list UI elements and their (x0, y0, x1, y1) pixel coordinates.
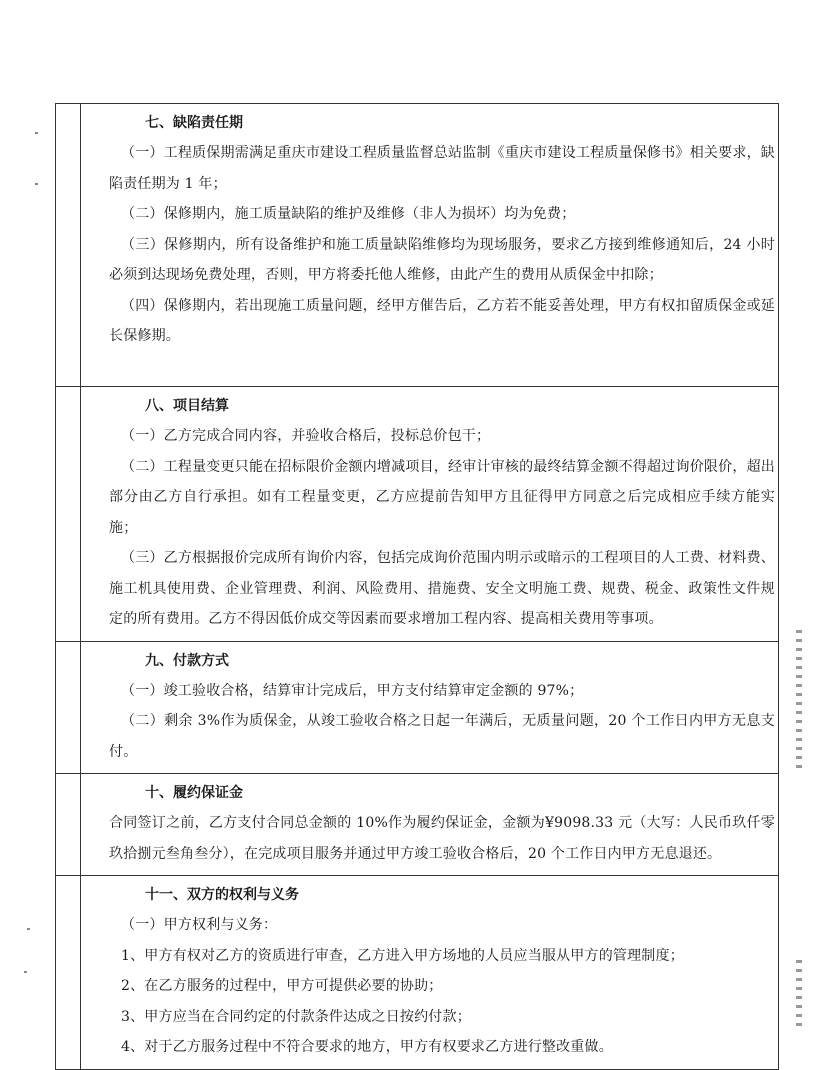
paragraph: （一）乙方完成合同内容，并验收合格后，投标总价包干； (121, 428, 491, 444)
paragraph: （一）竣工验收合格，结算审计完成后，甲方支付结算审定金额的 97%； (121, 682, 584, 699)
content-cell (81, 774, 779, 876)
binding-marks (796, 630, 802, 770)
margin-speck (27, 928, 30, 930)
section-title: 十一、双方的权利与义务 (145, 887, 299, 903)
section-payment (56, 641, 779, 774)
gutter-cell (56, 641, 81, 774)
content-cell (81, 387, 779, 642)
section-defect-liability (56, 104, 779, 387)
paragraph: （三）保修期内，所有设备维护和施工质量缺陷维修均为现场服务，要求乙方接到维修通知后，24 小时必须到达现场免费处理，否则，甲方将委托他人维修，由此产生的费用从质保金中扣除； (109, 236, 775, 283)
margin-speck (35, 132, 38, 134)
gutter-cell (56, 774, 81, 876)
section-title: 十、履约保证金 (145, 785, 243, 801)
gutter-cell (56, 104, 81, 387)
section-title: 九、付款方式 (145, 652, 229, 669)
paragraph: 2、在乙方服务的过程中，甲方可提供必要的协助； (121, 978, 443, 994)
section-rights-obligations (56, 876, 779, 1070)
margin-speck (24, 971, 27, 973)
binding-marks (796, 960, 802, 1030)
gutter-cell (56, 876, 81, 1070)
paragraph: 1、甲方有权对乙方的资质进行审查，乙方进入甲方场地的人员应当服从甲方的管理制度； (121, 947, 684, 964)
content-cell (81, 876, 779, 1070)
gutter-cell (56, 387, 81, 642)
section-settlement (56, 387, 779, 642)
section-title: 七、缺陷责任期 (145, 115, 243, 131)
paragraph: （四）保修期内，若出现施工质量问题，经甲方催告后，乙方若不能妥善处理，甲方有权扣留质保金或延长保修期。 (109, 297, 775, 344)
paragraph: 4、对于乙方服务过程中不符合要求的地方，甲方有权要求乙方进行整改重做。 (121, 1039, 613, 1055)
paragraph: （二）工程量变更只能在招标限价金额内增减项目，经审计审核的最终结算金额不得超过询价限价，超出部分由乙方自行承担。如有工程量变更，乙方应提前告知甲方且征得甲方同意之后完成相应手续方能实施； (109, 458, 775, 536)
paragraph: 合同签订之前，乙方支付合同总金额的 10%作为履约保证金，金额为¥9098.33 元（大写：人民币玖仟零玖拾捌元叁角叁分），在完成项目服务并通过甲方竣工验收合格后，20 个工作日内甲方无息退还。 (109, 815, 775, 862)
content-cell (81, 104, 779, 387)
margin-speck (35, 183, 38, 185)
paragraph: （二）剩余 3%作为质保金，从竣工验收合格之日起一年满后，无质量问题，20 个工作日内甲方无息支付。 (109, 713, 775, 760)
paragraph: （二）保修期内，施工质量缺陷的维护及维修（非人为损坏）均为免费； (121, 206, 576, 222)
content-cell (81, 641, 779, 774)
contract-clauses-table (55, 103, 779, 1070)
paragraph: （一）工程质保期需满足重庆市建设工程质量监督总站监制《重庆市建设工程质量保修书》相关要求，缺陷责任期为 1 年； (109, 145, 775, 192)
paragraph: 3、甲方应当在合同约定的付款条件达成之日按约付款； (121, 1008, 471, 1025)
section-title: 八、项目结算 (145, 398, 229, 414)
paragraph: （三）乙方根据报价完成所有询价内容，包括完成询价范围内明示或暗示的工程项目的人工费、材料费、施工机具使用费、企业管理费、利润、风险费用、措施费、安全文明施工费、规费、税金、政策性文件规定的所有费用。乙方不得因低价成交等因素而要求增加工程内容、提高相关费用等事项。 (109, 550, 775, 627)
section-performance-bond (56, 774, 779, 876)
paragraph: （一）甲方权利与义务： (121, 917, 278, 933)
